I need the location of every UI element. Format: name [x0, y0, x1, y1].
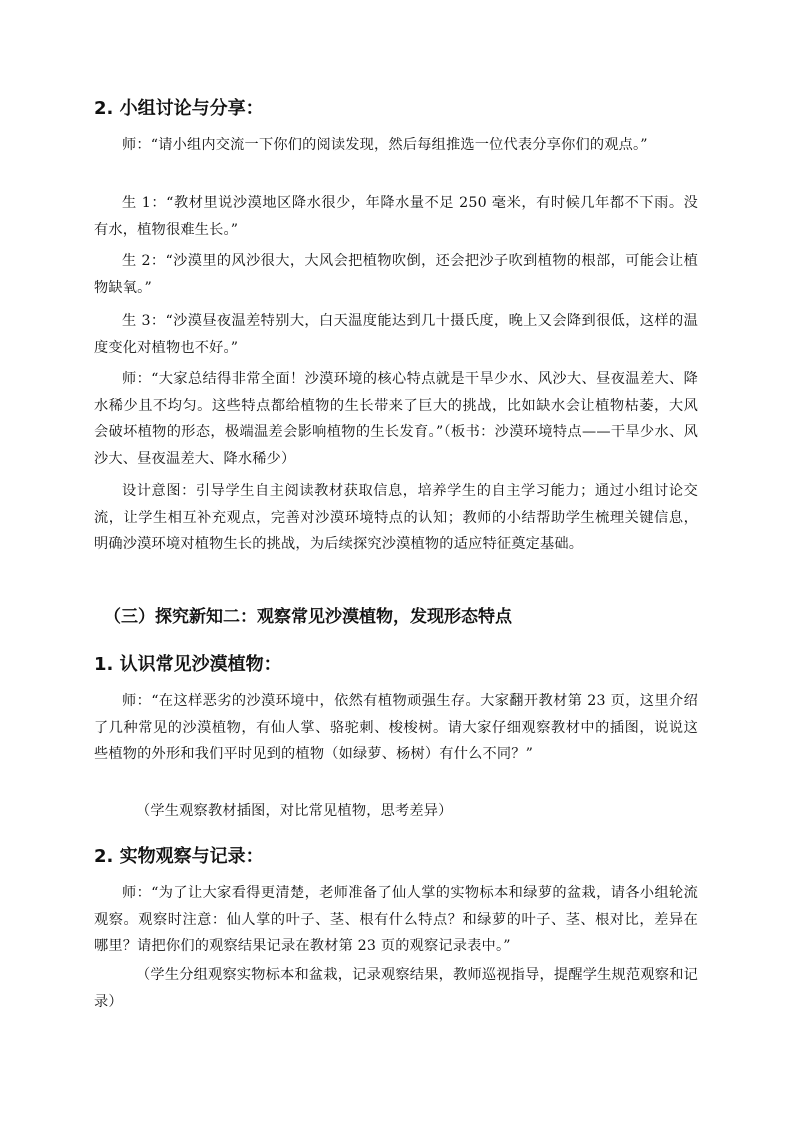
- student-1-paragraph: 生 1：“教材里说沙漠地区降水很少，年降水量不足 250 毫米，有时候几年都不下雨。没有水，植物很难生长。”: [94, 195, 698, 238]
- student-3-paragraph: 生 3：“沙漠昼夜温差特别大，白天温度能达到几十摄氏度，晚上又会降到很低，这样的温度变化对植物也不好。”: [94, 313, 698, 356]
- teacher-intro-paragraph: 师：“在这样恶劣的沙漠环境中，依然有植物顽强生存。大家翻开教材第 23 页，这里介绍了几种常见的沙漠植物，有仙人掌、骆驼刺、梭梭树。请大家仔细观察教材中的插图，说说这些植物的外形和我们平时见到的植物（如绿萝、杨树）有什么不同？”: [94, 693, 698, 762]
- section-three-heading: （三）探究新知二：观察常见沙漠植物，发现形态特点: [104, 607, 512, 627]
- teacher-observe-paragraph: 师：“为了让大家看得更清楚，老师准备了仙人掌的实物标本和绿萝的盆栽，请各小组轮流观察。观察时注意：仙人掌的叶子、茎、根有什么特点？和绿萝的叶子、茎、根对比，差异在哪里？请把你们的观察结果记录在教材第 23 页的观察记录表中。”: [94, 885, 698, 954]
- student-observe-note: （学生观察教材插图，对比常见植物，思考差异）: [136, 803, 453, 819]
- teacher-summary-paragraph: 师：“大家总结得非常全面！沙漠环境的核心特点就是干旱少水、风沙大、昼夜温差大、降水稀少且不均匀。这些特点都给植物的生长带来了巨大的挑战，比如缺水会让植物枯萎，大风会破坏植物的形态，极端温差会影响植物的生长发育。”（板书：沙漠环境特点——干旱少水、风沙大、昼夜温差大、降水稀少）: [94, 371, 698, 467]
- design-intent-paragraph: 设计意图：引导学生自主阅读教材获取信息，培养学生的自主学习能力；通过小组讨论交流，让学生相互补充观点，完善对沙漠环境特点的认知；教师的小结帮助学生梳理关键信息，明确沙漠环境对植物生长的挑战，为后续探究沙漠植物的适应特征奠定基础。: [94, 483, 698, 552]
- heading-group-discussion: 2. 小组讨论与分享：: [94, 98, 264, 119]
- student-2-paragraph: 生 2：“沙漠里的风沙很大，大风会把植物吹倒，还会把沙子吹到植物的根部，可能会让植物缺氧。”: [94, 253, 698, 296]
- teacher-prompt-paragraph: 师：“请小组内交流一下你们的阅读发现，然后每组推选一位代表分享你们的观点。”: [122, 137, 648, 153]
- heading-recognize-plants: 1. 认识常见沙漠植物：: [94, 654, 282, 675]
- heading-observe-record: 2. 实物观察与记录：: [94, 846, 264, 867]
- student-record-note: （学生分组观察实物标本和盆栽，记录观察结果，教师巡视指导，提醒学生规范观察和记录）: [94, 967, 698, 1010]
